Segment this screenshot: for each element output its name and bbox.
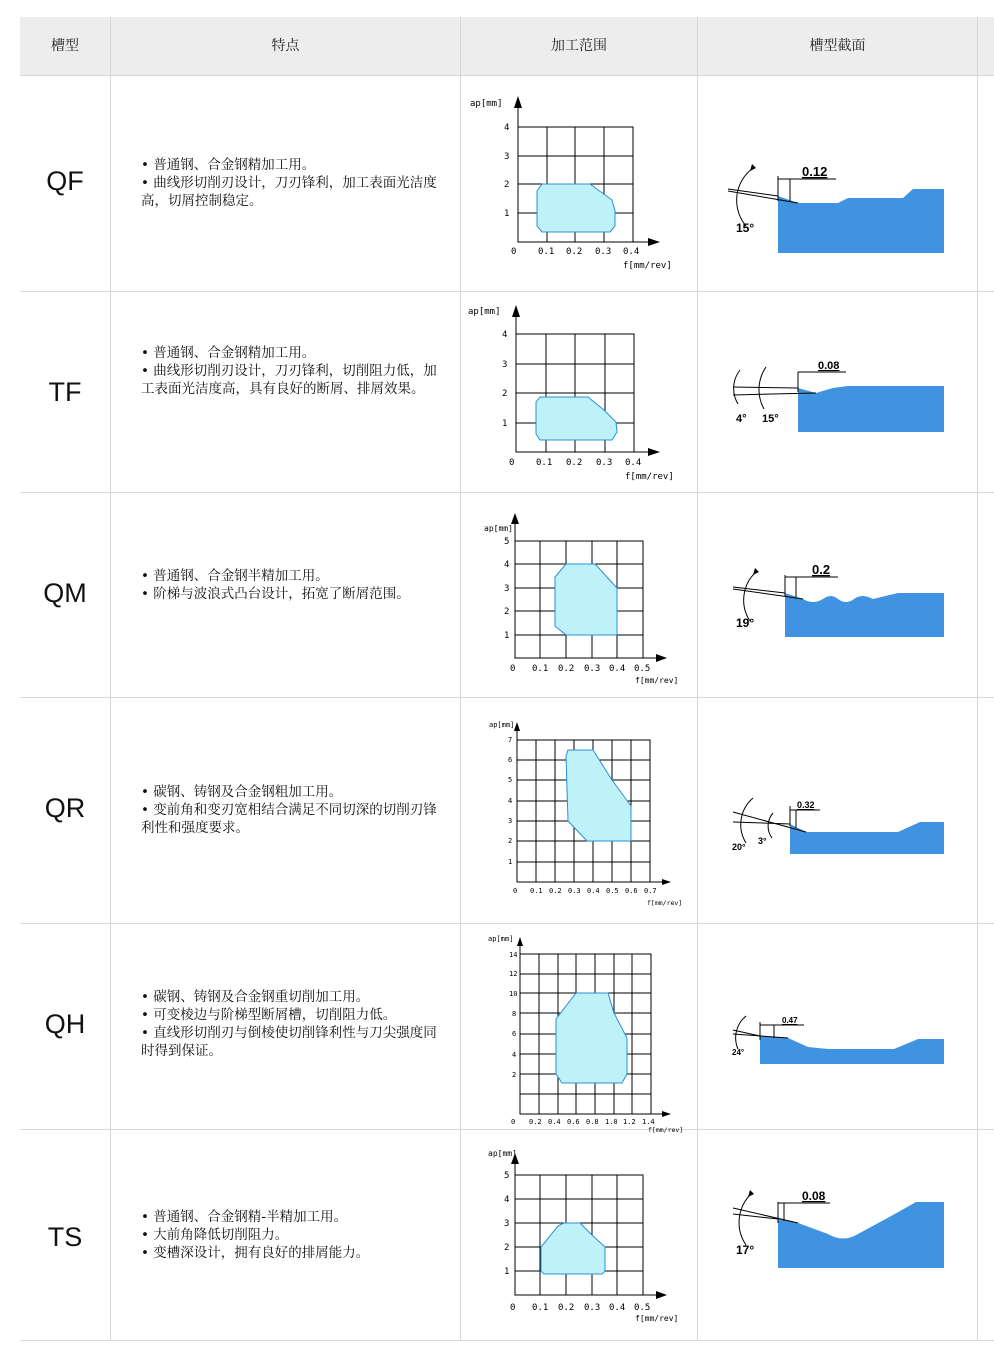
feature-list bbox=[141, 988, 441, 1060]
svg-text:1.0: 1.0 bbox=[605, 1118, 618, 1126]
svg-text:4: 4 bbox=[512, 1051, 517, 1059]
svg-text:0.6: 0.6 bbox=[567, 1118, 580, 1126]
table-row bbox=[20, 698, 994, 923]
svg-text:0: 0 bbox=[511, 1118, 516, 1126]
svg-text:0: 0 bbox=[513, 887, 518, 895]
svg-text:4: 4 bbox=[508, 797, 513, 805]
svg-text:2: 2 bbox=[504, 607, 510, 617]
angle-label: 4° bbox=[736, 413, 747, 425]
svg-text:12: 12 bbox=[509, 970, 518, 978]
angle-label: 17° bbox=[736, 1243, 755, 1257]
header-groove: 槽型 bbox=[51, 38, 79, 54]
svg-text:6: 6 bbox=[508, 756, 513, 764]
header-section: 槽型截面 bbox=[809, 38, 866, 54]
feature-item: • 直线形切削刃与倒棱使切削锋利性与刀尖强度同时得到保证。 bbox=[141, 1025, 437, 1059]
svg-text:0.2: 0.2 bbox=[529, 1118, 542, 1126]
svg-text:1: 1 bbox=[504, 1267, 510, 1277]
header-features: 特点 bbox=[271, 38, 300, 54]
svg-text:0.5: 0.5 bbox=[634, 664, 651, 674]
svg-text:1: 1 bbox=[508, 858, 513, 866]
groove-section bbox=[698, 698, 976, 923]
feature-item: • 普通钢、合金钢精加工用。 bbox=[141, 157, 316, 173]
x-axis-label: f[mm/rev] bbox=[635, 1314, 679, 1323]
svg-text:0.1: 0.1 bbox=[532, 1303, 549, 1313]
feature-item: • 阶梯与波浪式凸台设计，拓宽了断屑范围。 bbox=[141, 586, 410, 602]
svg-text:7: 7 bbox=[508, 736, 513, 744]
feature-item: • 普通钢、合金钢半精加工用。 bbox=[141, 568, 329, 584]
groove-section bbox=[698, 493, 976, 697]
y-axis-label: ap[mm] bbox=[484, 524, 513, 533]
svg-text:1.2: 1.2 bbox=[623, 1118, 636, 1126]
range-chart bbox=[462, 493, 696, 697]
svg-text:10: 10 bbox=[509, 990, 518, 998]
svg-text:14: 14 bbox=[509, 951, 518, 959]
svg-text:0.6: 0.6 bbox=[625, 887, 638, 895]
table-row bbox=[20, 1130, 994, 1340]
svg-text:0.3: 0.3 bbox=[584, 1303, 601, 1313]
svg-text:8: 8 bbox=[512, 1010, 517, 1018]
svg-text:0.2: 0.2 bbox=[549, 887, 562, 895]
feature-list bbox=[141, 567, 441, 603]
angle-label: 24° bbox=[732, 1048, 745, 1057]
y-axis-label: ap[mm] bbox=[488, 1149, 517, 1158]
svg-text:3: 3 bbox=[504, 152, 510, 162]
svg-text:1: 1 bbox=[504, 631, 510, 641]
range-chart bbox=[462, 924, 696, 1134]
groove-code: QM bbox=[43, 578, 87, 608]
svg-text:0.5: 0.5 bbox=[606, 887, 619, 895]
groove-width-label: 0.32 bbox=[797, 800, 815, 810]
svg-text:0: 0 bbox=[511, 247, 517, 257]
svg-text:1.4: 1.4 bbox=[642, 1118, 655, 1126]
svg-text:0.4: 0.4 bbox=[623, 247, 640, 257]
svg-text:0.1: 0.1 bbox=[532, 664, 549, 674]
table-row bbox=[20, 292, 994, 492]
angle-label: 15° bbox=[762, 413, 779, 425]
feature-list bbox=[141, 156, 441, 210]
svg-text:0.4: 0.4 bbox=[548, 1118, 561, 1126]
svg-text:5: 5 bbox=[504, 1171, 510, 1181]
x-axis-label: f[mm/rev] bbox=[625, 472, 674, 482]
feature-list bbox=[141, 344, 441, 398]
feature-item: • 变槽深设计，拥有良好的排屑能力。 bbox=[141, 1245, 370, 1261]
svg-text:0.3: 0.3 bbox=[568, 887, 581, 895]
svg-text:2: 2 bbox=[512, 1071, 517, 1079]
svg-text:5: 5 bbox=[508, 776, 513, 784]
svg-text:3: 3 bbox=[502, 360, 508, 370]
svg-text:3: 3 bbox=[504, 1219, 510, 1229]
svg-text:4: 4 bbox=[502, 330, 508, 340]
svg-text:2: 2 bbox=[502, 389, 508, 399]
svg-text:0: 0 bbox=[509, 458, 515, 468]
svg-text:0.1: 0.1 bbox=[530, 887, 543, 895]
groove-code: QR bbox=[44, 793, 86, 823]
range-chart bbox=[462, 1130, 696, 1340]
svg-text:0.3: 0.3 bbox=[595, 247, 612, 257]
svg-text:4: 4 bbox=[504, 1195, 510, 1205]
feature-item: • 可变棱边与阶梯型断屑槽，切削阻力低。 bbox=[141, 1007, 397, 1023]
feature-item: • 曲线形切削刃设计，刀刃锋利，加工表面光洁度高，切屑控制稳定。 bbox=[141, 175, 437, 209]
groove-code: QF bbox=[46, 166, 84, 196]
groove-section bbox=[698, 292, 976, 492]
y-axis-label: ap[mm] bbox=[468, 307, 501, 317]
groove-section bbox=[698, 76, 976, 291]
table-row bbox=[20, 493, 994, 697]
feature-item: • 普通钢、合金钢精加工用。 bbox=[141, 345, 316, 361]
feature-list bbox=[141, 783, 441, 837]
groove-width-label: 0.08 bbox=[802, 1189, 826, 1203]
feature-item: • 大前角降低切削阻力。 bbox=[141, 1227, 289, 1243]
table-row bbox=[20, 76, 994, 291]
groove-code: TF bbox=[48, 377, 82, 407]
x-axis-label: f[mm/rev] bbox=[635, 676, 679, 685]
groove-code: TS bbox=[47, 1222, 83, 1252]
groove-width-label: 0.2 bbox=[812, 562, 831, 577]
svg-text:0: 0 bbox=[510, 1303, 516, 1313]
header-range: 加工范围 bbox=[551, 38, 607, 54]
svg-text:1: 1 bbox=[504, 209, 510, 219]
range-chart bbox=[462, 698, 696, 923]
svg-text:0.1: 0.1 bbox=[536, 458, 553, 468]
feature-item: • 变前角和变刃宽相结合满足不同切深的切削刃锋利性和强度要求。 bbox=[141, 802, 437, 836]
range-area bbox=[537, 184, 615, 232]
y-axis-label: ap[mm] bbox=[488, 935, 514, 943]
svg-text:0.4: 0.4 bbox=[625, 458, 642, 468]
groove-section bbox=[698, 924, 976, 1129]
y-axis-label: ap[mm] bbox=[470, 99, 503, 109]
range-area bbox=[555, 564, 617, 635]
groove-width-label: 0.08 bbox=[818, 360, 840, 372]
range-area bbox=[566, 750, 631, 841]
range-area bbox=[541, 1223, 605, 1274]
svg-text:1: 1 bbox=[502, 419, 508, 429]
angle-label: 15° bbox=[736, 221, 755, 235]
svg-text:0.2: 0.2 bbox=[558, 664, 575, 674]
table-row bbox=[20, 924, 994, 1134]
svg-text:2: 2 bbox=[504, 180, 510, 190]
svg-text:0.5: 0.5 bbox=[634, 1303, 651, 1313]
y-axis-label: ap[mm] bbox=[489, 721, 515, 729]
svg-text:0.8: 0.8 bbox=[586, 1118, 599, 1126]
table-header bbox=[20, 17, 994, 75]
svg-text:2: 2 bbox=[508, 837, 513, 845]
range-area bbox=[556, 993, 627, 1083]
svg-text:0.2: 0.2 bbox=[566, 458, 583, 468]
feature-list bbox=[141, 1208, 441, 1262]
svg-text:0.2: 0.2 bbox=[558, 1303, 575, 1313]
x-axis-label: f[mm/rev] bbox=[623, 261, 672, 271]
angle-label: 19° bbox=[736, 616, 755, 630]
svg-text:0.1: 0.1 bbox=[538, 247, 555, 257]
range-chart bbox=[462, 292, 696, 492]
groove-code: QH bbox=[44, 1009, 86, 1039]
angle-label: 20° bbox=[732, 842, 746, 852]
svg-text:5: 5 bbox=[504, 537, 510, 547]
svg-text:0.7: 0.7 bbox=[644, 887, 657, 895]
feature-item: • 碳钢、铸钢及合金钢粗加工用。 bbox=[141, 784, 343, 800]
x-axis-label: f[mm/rev] bbox=[647, 899, 683, 907]
svg-text:4: 4 bbox=[504, 123, 510, 133]
range-chart bbox=[462, 76, 696, 291]
feature-item: • 碳钢、铸钢及合金钢重切削加工用。 bbox=[141, 989, 370, 1005]
groove-width-label: 0.12 bbox=[802, 164, 828, 179]
svg-text:0.4: 0.4 bbox=[609, 1303, 626, 1313]
svg-text:3: 3 bbox=[504, 584, 510, 594]
feature-item: • 曲线形切削刃设计，刀刃锋利，切削阻力低，加工表面光洁度高，具有良好的断屑、排屑效果。 bbox=[141, 363, 437, 397]
svg-text:0.4: 0.4 bbox=[587, 887, 600, 895]
svg-text:2: 2 bbox=[504, 1243, 510, 1253]
svg-text:3: 3 bbox=[508, 817, 513, 825]
svg-text:0.4: 0.4 bbox=[609, 664, 626, 674]
groove-width-label: 0.47 bbox=[782, 1016, 798, 1025]
svg-text:0: 0 bbox=[510, 664, 516, 674]
groove-section bbox=[698, 1130, 976, 1340]
feature-item: • 普通钢、合金钢精-半精加工用。 bbox=[141, 1209, 348, 1225]
x-axis-label: f[mm/rev] bbox=[648, 1126, 684, 1134]
svg-text:6: 6 bbox=[512, 1030, 517, 1038]
svg-text:0.3: 0.3 bbox=[584, 664, 601, 674]
angle-label: 3° bbox=[758, 836, 767, 846]
svg-text:0.3: 0.3 bbox=[596, 458, 613, 468]
svg-text:0.2: 0.2 bbox=[566, 247, 583, 257]
svg-text:4: 4 bbox=[504, 560, 510, 570]
